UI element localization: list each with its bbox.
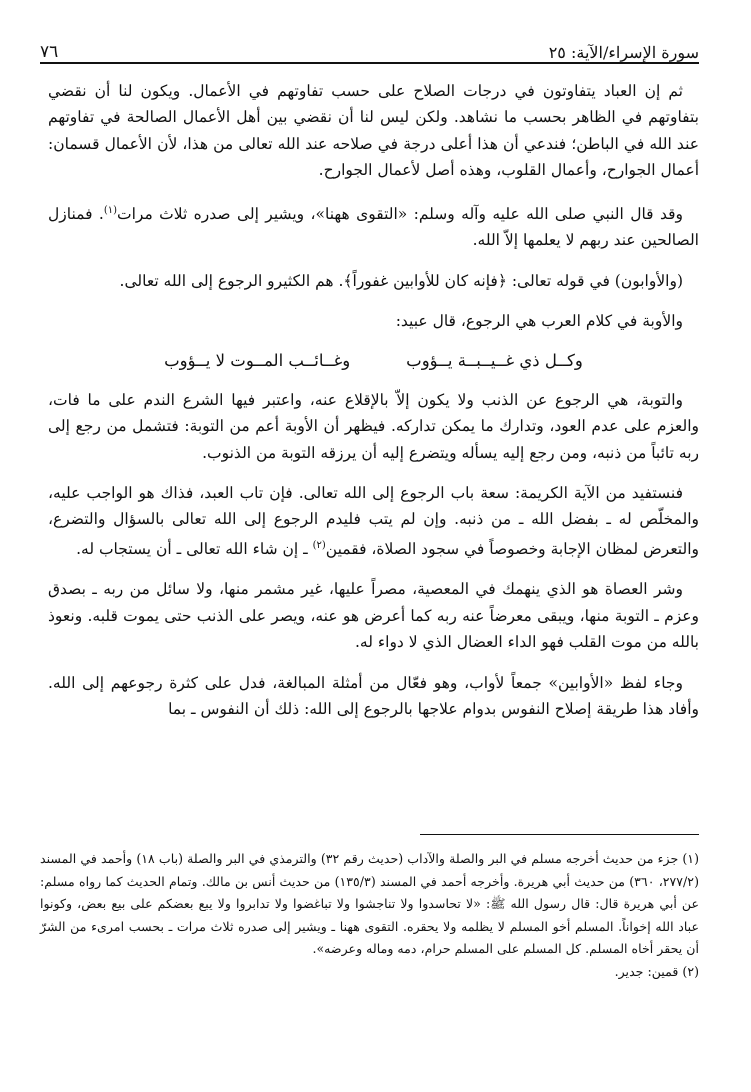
paragraph-text: فنستفيد من الآية الكريمة: سعة باب الرجوع إلى الله تعالى. فإن تاب العبد، فذاك هو الواجب عليه، والمخلّص له ـ بفضل الله ـ من ذنبه. وإن لم يتب فليدم الرجوع إلى الله تعالى بالسؤال والتضرع، والتعرض لمظان الإجابة وخصوصاً في سجود الصلاة، فقمين [48, 484, 699, 558]
header-rule [40, 62, 699, 64]
poetry-verse [48, 348, 699, 374]
paragraph-text: وقد قال النبي صلى الله عليه وآله وسلم: «التقوى ههنا»، ويشير إلى صدره ثلاث مرات [117, 204, 683, 223]
paragraph: وجاء لفظ «الأوابين» جمعاً لأواب، وهو فعّال من أمثلة المبالغة، فدل على كثرة رجوعهم إلى الله. وأفاد هذا طريقة إصلاح النفوس بدوام علاجها بالرجوع إلى الله: ذلك أن النفوس ـ بما [48, 673, 699, 719]
verse-hemistich: وغــائــب المــوت لا يــؤوب [164, 351, 351, 371]
paragraph-text: ـ إن شاء الله تعالى ـ أن يستجاب له. [76, 540, 313, 558]
paragraph-text: . فمنازل الصالحين عند ربهم لا يعلمها إلاّ الله. [48, 204, 699, 250]
page-number: ٧٦ [40, 42, 59, 62]
running-title: سورة الإسراء/الآية: ٢٥ [548, 43, 699, 62]
paragraph: والتوبة، هي الرجوع عن الذنب ولا يكون إلاّ بالإقلاع عنه، واعتبر فيها الشرع الندم على ما فات، والعزم على عدم العود، وتدارك ما يمكن تداركه. فيظهر أن الأوبة أعم من التوبة: فتشمل من رجع إلى ربه تائباً من ذنبه، ومن رجع إليه يسأله ويتضرع إليه أن يرزقه التوبة من الذنوب. [48, 390, 699, 462]
footnote: (١) جزء من حديث أخرجه مسلم في البر والصلة والآداب (حديث رقم ٣٢) والترمذي في البر والصلة (باب ١٨) وأحمد في المسند (٢٧٧/٢، ٣٦٠) من حديث أبي هريرة. وأخرجه أحمد في المسند (١٣٥/٣) من حديث أنس بن مالك. وتمام الحديث كما رواه مسلم: عن أبي هريرة قال: قال رسول الله ﷺ: «لا تحاسدوا ولا تناجشوا ولا تباغضوا ولا تدابروا ولا يبع بعضكم على بيع بعض، وكونوا عباد الله إخواناً. المسلم أخو المسلم لا يظلمه ولا يحقره. التقوى ههنا ـ ويشير إلى صدره ثلاث مرات ـ بحسب امرىء من الشرّ أن يحقر أخاه المسلم. كل المسلم على المسلم حرام، دمه وماله وعرضه». [40, 851, 699, 956]
footnote-rule [420, 834, 699, 835]
footnote-ref[interactable]: (١) [103, 204, 118, 216]
paragraph: ثم إن العباد يتفاوتون في درجات الصلاح على حسب تفاوتهم في الأعمال. ويكون لنا أن نقضي بتفاوتهم في الظاهر بحسب ما نشاهد. ولكن ليس لنا أن نقضي بين أهل الأعمال الصالحة في تفاوتهم عند الله في الباطن؛ فندعي أن هذا أعلى درجة في صلاحه عند الله تعالى من هذا، لأن الأعمال قسمان: أعمال الجوارح، وأعمال القلوب، وهذه أصل لأعمال الجوارح. [48, 82, 699, 180]
paragraph [48, 480, 699, 562]
paragraph: وشر العصاة هو الذي ينهمك في المعصية، مصراً عليها، غير مشمر منها، ولا سائل من ربه ـ بصدق وعزم ـ التوبة منها، ويبقى معرضاً عنه ربه كما أعرض هو عنه، ويصر على الذنب حتى يموت قلبه. ونعوذ بالله من موت القلب فهو الداء العضال الذي لا دواء له. [48, 580, 699, 652]
paragraph: والأوبة في كلام العرب هي الرجوع، قال عبيد: [395, 312, 683, 330]
main-text [48, 78, 699, 736]
page-header [40, 30, 699, 64]
footnote-ref[interactable]: (٢) [312, 539, 326, 551]
footnotes [40, 848, 699, 983]
paragraph [48, 198, 699, 254]
footnote: (٢) قمين: جدير. [614, 963, 699, 979]
verse-hemistich: وكــل ذي غــيــبــة يــؤوب [406, 351, 583, 371]
paragraph: (والأوابون) في قوله تعالى: ﴿فإنه كان للأوابين غفوراً﴾. هم الكثيرو الرجوع إلى الله تعالى. [119, 271, 683, 290]
